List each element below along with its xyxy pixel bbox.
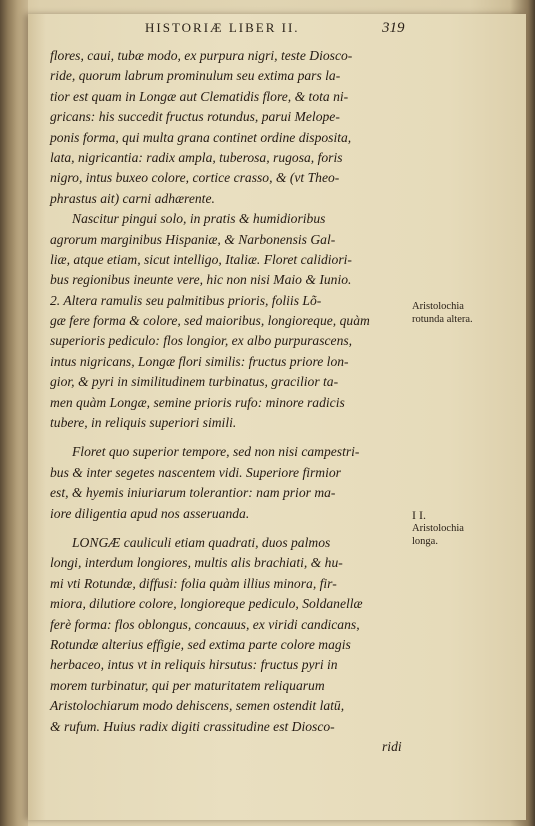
text-line: ridi (382, 738, 402, 754)
running-title: HISTORIÆ LIBER II. (145, 20, 300, 35)
text-line: mi vti Rotundæ, diffusi: folia quàm illius minora, fir- (50, 575, 337, 591)
text-line: gricans: his succedit fructus rotundus, parui Melope- (50, 109, 340, 125)
paragraph (50, 442, 408, 524)
text-line: ponis forma, qui multa grana continet ordine disposita, (50, 129, 352, 145)
margin-note-aristolochia-longa: Aristolochia longa. (412, 523, 464, 547)
text-line: LONGÆ cauliculi etiam quadrati, duos palmos (72, 534, 331, 550)
text-line: tior est quam in Longæ aut Clematidis flore, & tota ni- (50, 88, 349, 104)
text-line: gior, & pyri in similitudinem turbinatus, gracilior ta- (50, 374, 339, 390)
text-line: nigro, intus buxeo colore, cortice crasso, & (vt Theo- (50, 170, 340, 186)
text-line: phrastus ait) carni adhærente. (50, 190, 215, 206)
text-line: 2. Altera ramulis seu palmitibus prioris, foliis Lõ- (50, 292, 322, 308)
text-line: Floret quo superior tempore, sed non nisi campestri- (72, 444, 360, 460)
main-text (50, 46, 408, 757)
text-line: men quàm Longæ, semine prioris rufo: minore radicis (50, 394, 345, 410)
paragraph (50, 209, 408, 291)
text-line: intus nigricans, Longæ flori similis: fructus priore lon- (50, 353, 349, 369)
text-line: bus & inter segetes nascentem vidi. Superiore firmior (50, 464, 341, 480)
text-line: est, & hyemis iniuriarum tolerantior: nam prior ma- (50, 485, 336, 501)
page-number: 319 (382, 20, 405, 36)
text-line: herbaceo, intus vt in reliquis hirsutus: fructus pyri in (50, 657, 338, 673)
text-line: agrorum marginibus Hispaniæ, & Narbonensis Gal- (50, 231, 336, 247)
paragraph (50, 533, 408, 757)
text-line: Rotundæ alterius effigie, sed extima parte colore magis (50, 636, 351, 652)
text-line: tubere, in reliquis superiori simili. (50, 415, 237, 431)
text-line: superioris pediculo: flos longior, ex albo purpurascens, (50, 333, 353, 349)
text-line: iore diligentia apud nos asseruanda. (50, 505, 250, 521)
margin-note-aristolochia-rotunda: Aristolochia rotunda altera. (412, 301, 473, 325)
text-line: longi, interdum longiores, multis alis brachiati, & hu- (50, 555, 343, 571)
text-line: Aristolochiarum modo dehiscens, semen ostendit latū, (50, 698, 345, 714)
paragraph (50, 46, 408, 209)
text-line: & rufum. Huius radix digiti crassitudine est Diosco- (50, 718, 335, 734)
text-line: lata, nigricantia: radix ampla, tuberosa, rugosa, foris (50, 149, 343, 165)
text-line: liæ, atque etiam, sicut intelligo, Italiæ. Floret calidiori- (50, 251, 352, 267)
text-line: gæ fere forma & colore, sed maioribus, longioreque, quàm (50, 313, 370, 329)
margin-number: I I. (412, 508, 426, 522)
text-line: ride, quorum labrum prominulum seu extima pars la- (50, 68, 341, 84)
book-gutter (0, 0, 28, 826)
text-line: Nascitur pingui solo, in pratis & humidioribus (72, 211, 326, 227)
paragraph (50, 291, 408, 434)
text-line: flores, caui, tubæ modo, ex purpura nigri, teste Diosco- (50, 48, 353, 63)
text-line: morem turbinatur, qui per maturitatem reliquarum (50, 677, 325, 693)
text-line: ferè forma: flos oblongus, concauus, ex viridi candicans, (50, 616, 360, 632)
text-line: bus regionibus ineunte vere, hic non nisi Maio & Iunio. (50, 272, 352, 288)
text-line: miora, dilutiore colore, longioreque pediculo, Soldanellæ (50, 596, 363, 612)
